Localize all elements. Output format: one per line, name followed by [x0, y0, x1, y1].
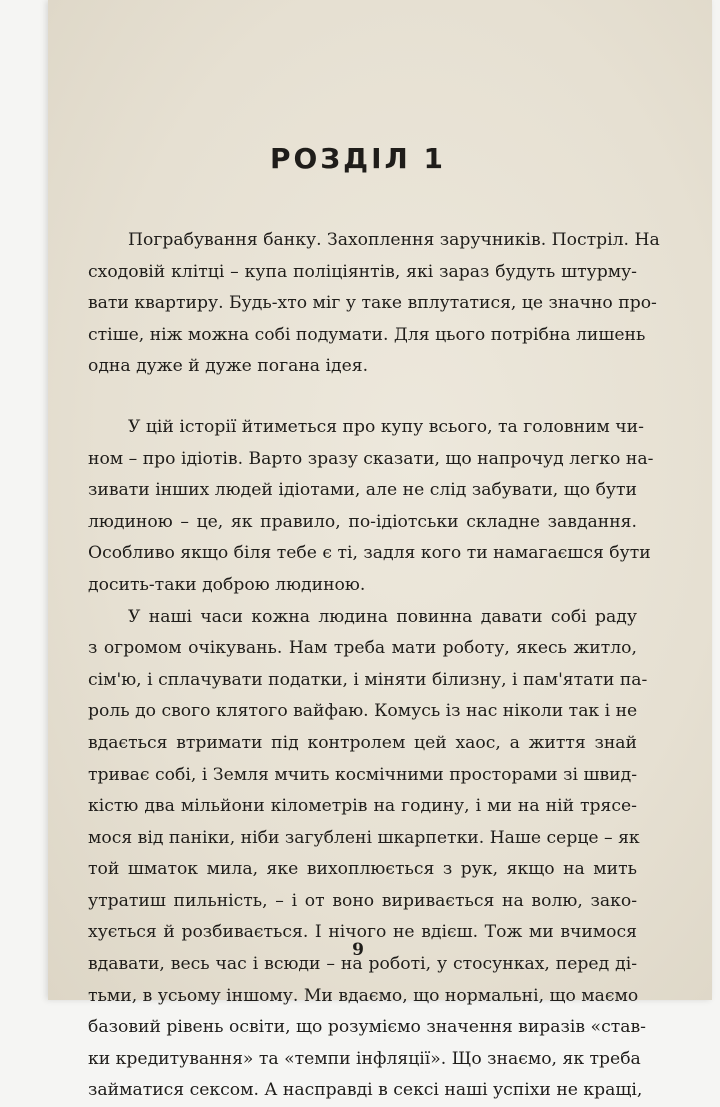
- text-line: зивати інших людей ідіотами, але не слід забувати, що бути: [88, 480, 637, 501]
- text-line: хується й розбивається. І нічого не вдієш. Тож ми вчимося: [88, 922, 637, 943]
- chapter-title: РОЗДІЛ 1: [269, 142, 447, 175]
- text-line: вати квартиру. Будь-хто міг у таке вплутатися, це значно про-: [88, 293, 657, 314]
- text-line: тьми, в усьому іншому. Ми вдаємо, що нормальні, що маємо: [88, 985, 639, 1006]
- text-line: роль до свого клятого вайфаю. Комусь із нас ніколи так і не: [88, 701, 638, 722]
- text-line: кістю два мільйони кілометрів на годину, і ми на ній трясе-: [88, 796, 637, 817]
- page-number: 9: [352, 940, 364, 960]
- text-line: Особливо якщо біля тебе є ті, задля кого ти намагаєшся бути: [88, 543, 651, 564]
- text-line: стіше, ніж можна собі подумати. Для цього потрібна лишень: [88, 324, 646, 345]
- text-line: з огромом очікувань. Нам треба мати роботу, якесь житло,: [88, 638, 637, 659]
- text-line: досить-таки доброю людиною.: [88, 574, 366, 595]
- text-line: одна дуже й дуже погана ідея.: [88, 356, 369, 377]
- paragraph: [88, 225, 660, 383]
- text-line: той шматок мила, яке вихоплюється з рук, якщо на мить: [88, 859, 637, 880]
- text-line: У цій історії йтиметься про купу всього, та головним чи-: [128, 416, 644, 437]
- paragraph: [88, 412, 654, 602]
- text-line: займатися сексом. А насправді в сексі наші успіхи не кращі,: [88, 1080, 643, 1101]
- text-line: ки кредитування» та «темпи інфляції». Що знаємо, як треба: [88, 1048, 641, 1069]
- text-line: утратиш пильність, – і от воно виривається на волю, зако-: [88, 890, 637, 911]
- text-line: людиною – це, як правило, по-ідіотськи складне завдання.: [88, 511, 637, 532]
- text-line: Пограбування банку. Захоплення заручників. Постріл. На: [128, 230, 660, 250]
- text-line: триває собі, і Земля мчить космічними просторами зі швид-: [88, 764, 637, 785]
- text-line: У наші часи кожна людина повинна давати собі раду: [128, 606, 637, 627]
- text-line: вдається втримати під контролем цей хаос, а життя знай: [88, 732, 637, 753]
- text-line: ном – про ідіотів. Варто зразу сказати, що напрочуд легко на-: [88, 448, 654, 469]
- text-line: мося від паніки, ніби загублені шкарпетки. Наше серце – як: [88, 827, 640, 848]
- text-line: сходовій клітці – купа поліціянтів, які зараз будуть штурму-: [88, 261, 637, 282]
- text-line: базовий рівень освіти, що розуміємо значення виразів «став-: [88, 1017, 646, 1038]
- paragraph: [88, 602, 648, 1107]
- text-line: сім'ю, і сплачувати податки, і міняти білизну, і пам'ятати па-: [88, 669, 648, 690]
- text-line: вдавати, весь час і всюди – на роботі, у стосунках, перед ді-: [88, 954, 637, 975]
- body-text: [88, 225, 660, 1107]
